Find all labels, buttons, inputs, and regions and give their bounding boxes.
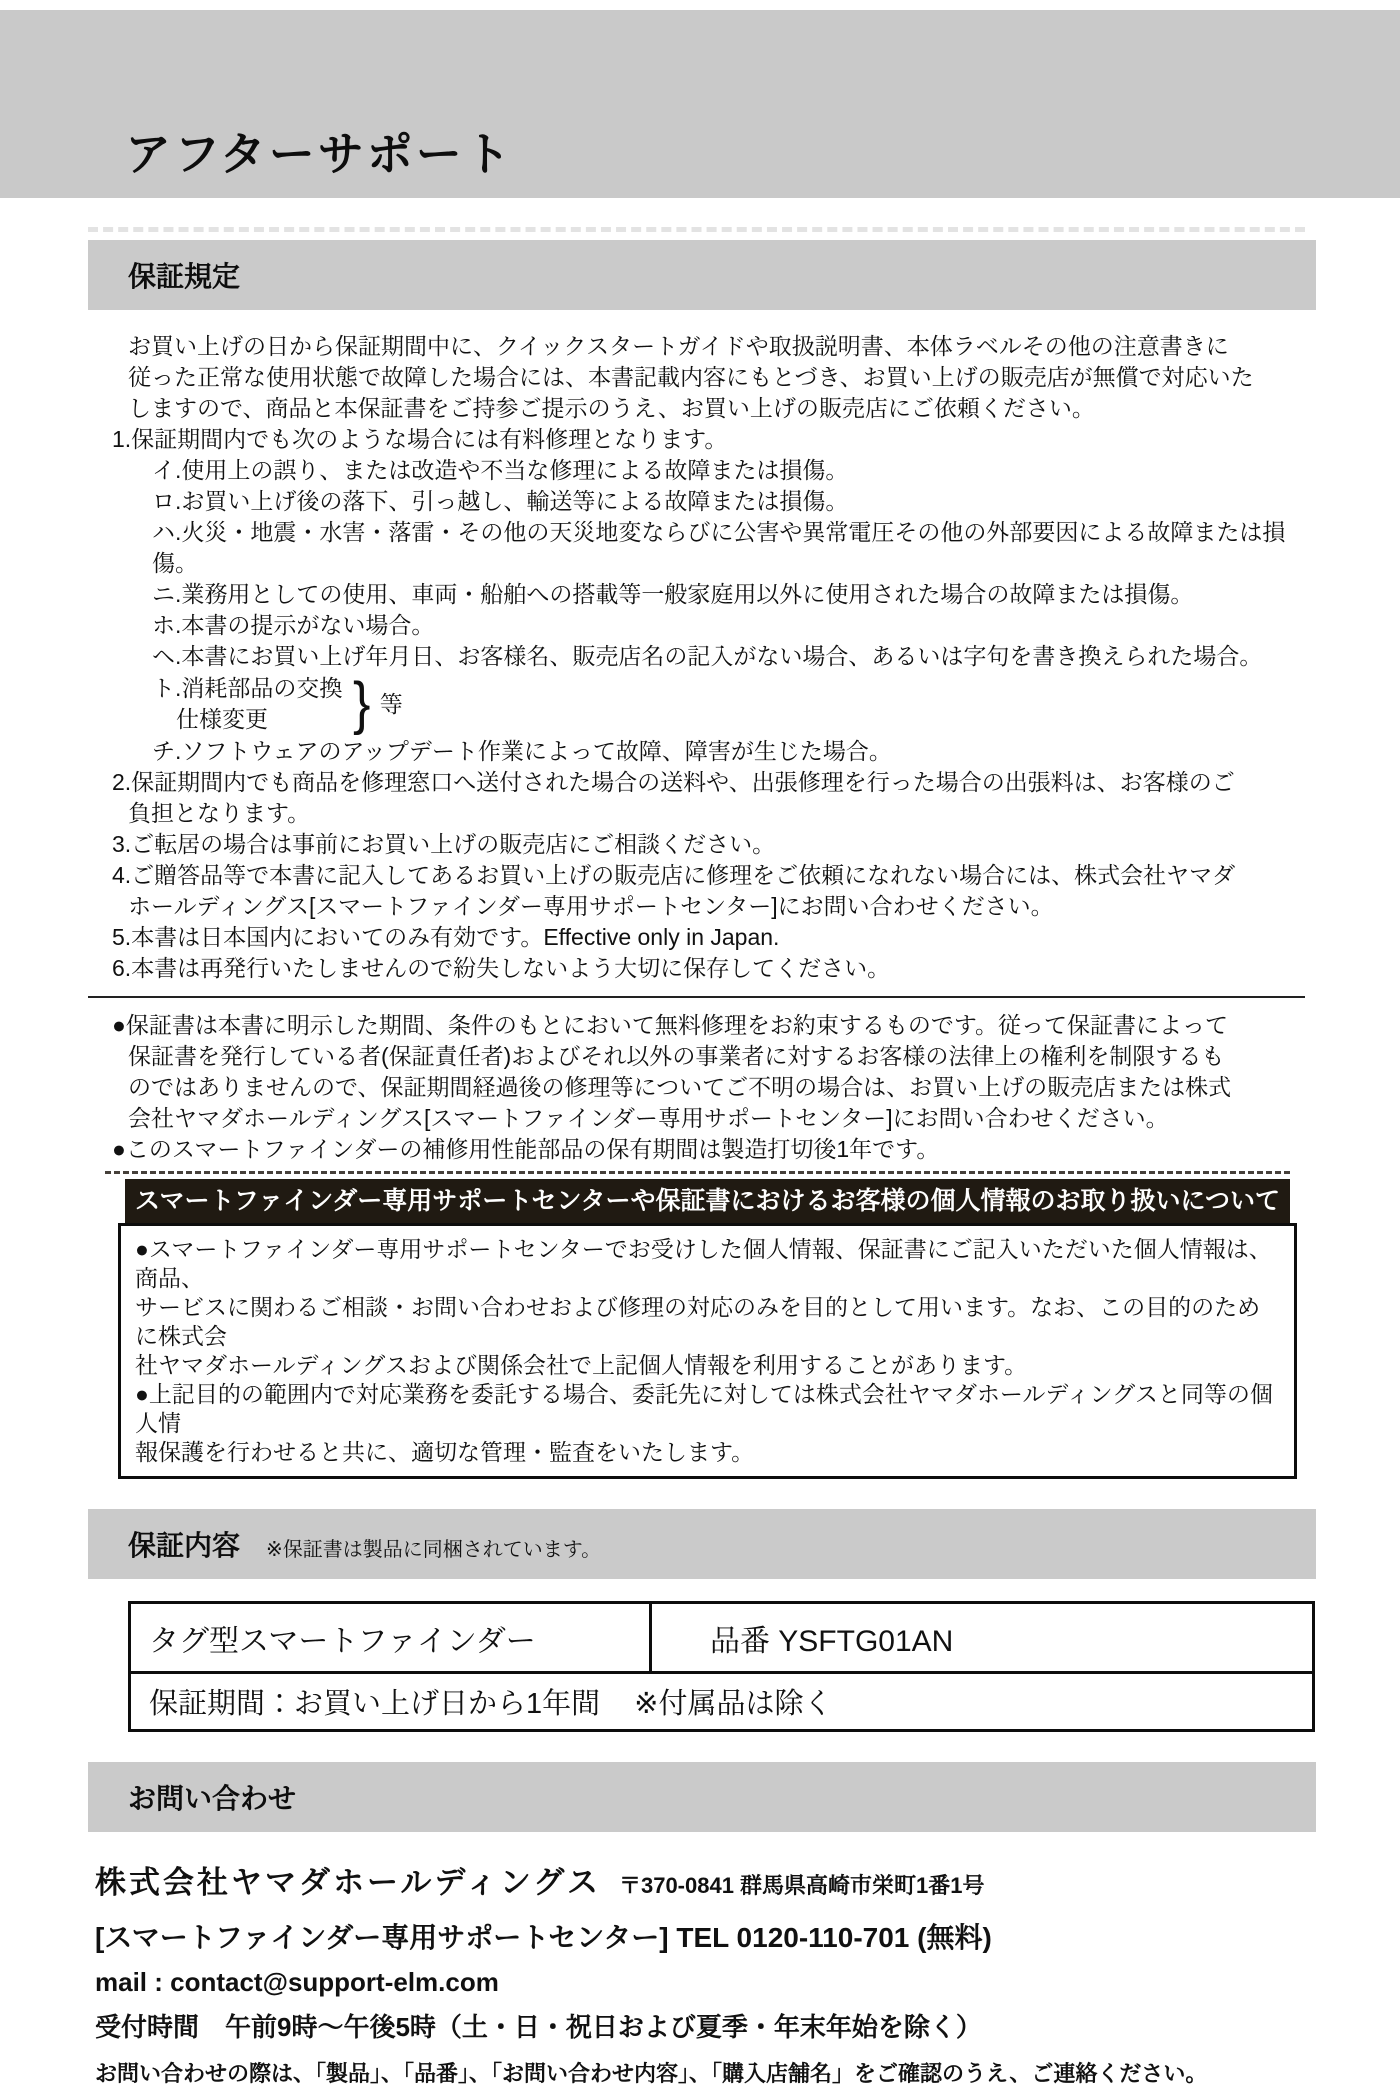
- privacy-line: ●スマートファインダー専用サポートセンターでお受けした個人情報、保証書にご記入いただいた個人情報は、商品、: [135, 1236, 1272, 1291]
- privacy-line: サービスに関わるご相談・お問い合わせおよび修理の対応のみを目的として用います。なお、この目的のために株式会: [135, 1294, 1261, 1349]
- warranty-content-heading: 保証内容: [128, 1530, 241, 1561]
- top-banner: [0, 10, 1400, 198]
- rule-line: 従った正常な使用状態で故障した場合には、本書記載内容にもとづき、お買い上げの販売店が無償で対応いた: [128, 364, 1254, 390]
- warranty-table: [128, 1601, 1315, 1732]
- privacy-line: 社ヤマダホールディングスおよび関係会社で上記個人情報を利用することがあります。: [135, 1352, 1028, 1378]
- contact-note: お問い合わせの際は、「製品」、「品番」、「お問い合わせ内容」、「購入店舗名」をご確認のうえ、ご連絡ください。: [95, 2061, 1208, 2086]
- consumables-brace-group: [152, 672, 1305, 736]
- rule-line: ロ.お買い上げ後の落下、引っ越し、輸送等による故障または損傷。: [152, 488, 849, 514]
- rule-line: しますので、商品と本保証書をご持参ご提示のうえ、お買い上げの販売店にご依頼ください。: [128, 395, 1095, 421]
- model-number-cell: 品番 YSFTG01AN: [650, 1603, 1313, 1673]
- rule-line: チ.ソフトウェアのアップデート作業によって故障、障害が生じた場合。: [152, 738, 892, 764]
- dotted-separator-dark: [105, 1171, 1290, 1174]
- warranty-content-band: [88, 1509, 1316, 1579]
- rule-line: 1.保証期間内でも次のような場合には有料修理となります。: [112, 426, 728, 452]
- warranty-rules-band: [88, 240, 1316, 310]
- warranty-notes: [112, 1010, 1305, 1165]
- privacy-banner: スマートファインダー専用サポートセンターや保証書におけるお客様の個人情報のお取り扱いについて: [125, 1179, 1290, 1223]
- warranty-rules-heading: 保証規定: [128, 261, 241, 292]
- rule-line: 5.本書は日本国内においてのみ有効です。Effective only in Japan.: [112, 924, 780, 950]
- product-name-cell: タグ型スマートファインダー: [130, 1603, 651, 1673]
- section-divider: [88, 996, 1305, 998]
- rule-line: 6.本書は再発行いたしませんので紛失しないよう大切に保存してください。: [112, 955, 891, 981]
- rule-line: イ.使用上の誤り、または改造や不当な修理による故障または損傷。: [152, 457, 849, 483]
- warranty-rules-section: [0, 240, 1400, 1165]
- rule-line: 仕様変更: [176, 706, 268, 732]
- contact-block: [95, 1857, 1305, 2088]
- company-address: 〒370-0841 群馬県高崎市栄町1番1号: [618, 1873, 985, 1898]
- rule-line: ト.消耗部品の交換: [152, 675, 343, 701]
- contact-section: [0, 1762, 1400, 2088]
- rule-line: ハ.火災・地震・水害・落雷・その他の天災地変ならびに公害や異常電圧その他の外部要因による故障または損傷。: [152, 519, 1286, 576]
- rule-line: 4.ご贈答品等で本書に記入してあるお買い上げの販売店に修理をご依頼になれない場合には、株式会社ヤマダ: [112, 862, 1236, 888]
- contact-heading: お問い合わせ: [128, 1783, 297, 1814]
- rule-line: 2.保証期間内でも商品を修理窓口へ送付された場合の送料や、出張修理を行った場合の出張料は、お客様のご: [112, 769, 1235, 795]
- dotted-separator-light: [88, 227, 1305, 232]
- rule-line: 3.ご転居の場合は事前にお買い上げの販売店にご相談ください。: [112, 831, 776, 857]
- rule-line: ホールディングス[スマートファインダー専用サポートセンター]にお問い合わせください。: [128, 893, 1054, 919]
- rule-line: お買い上げの日から保証期間中に、クイックスタートガイドや取扱説明書、本体ラベルその他の注意書きに: [128, 333, 1229, 359]
- contact-band: [88, 1762, 1316, 1832]
- privacy-box: [118, 1223, 1297, 1479]
- warranty-period-cell: [130, 1673, 1314, 1731]
- privacy-line: 報保護を行わせると共に、適切な管理・監査をいたします。: [135, 1439, 755, 1465]
- warranty-rules-text: [112, 331, 1305, 984]
- hours-line: 受付時間 午前9時～午後5時（土・日・祝日および夏季・年末年始を除く）: [95, 2012, 982, 2042]
- rule-line: ニ.業務用としての使用、車両・船舶への搭載等一般家庭用以外に使用された場合の故障または損傷。: [152, 581, 1194, 607]
- rule-line: ヘ.本書にお買い上げ年月日、お客様名、販売店名の記入がない場合、あるいは字句を書き換えられた場合。: [152, 643, 1263, 669]
- rule-line: 負担となります。: [128, 800, 311, 826]
- warranty-period-text: 保証期間：お買い上げ日から1年間: [149, 1688, 601, 1720]
- brace-suffix-label: 等: [379, 690, 403, 717]
- note-line: ●このスマートファインダーの補修用性能部品の保有期間は製造打切後1年です。: [112, 1136, 940, 1162]
- after-support-page: [0, 10, 1400, 2088]
- note-line: ●保証書は本書に明示した期間、条件のもとにおいて無料修理をお約束するものです。従って保証書によって: [112, 1012, 1229, 1038]
- warranty-content-note: ※保証書は製品に同梱されています。: [266, 1538, 602, 1561]
- warranty-content-section: [0, 1509, 1400, 1732]
- privacy-line: ●上記目的の範囲内で対応業務を委託する場合、委託先に対しては株式会社ヤマダホールディングスと同等の個人情: [135, 1381, 1273, 1436]
- support-center-line: [スマートファインダー専用サポートセンター] TEL 0120-110-701 (無料): [95, 1922, 992, 1953]
- note-line: のではありませんので、保証期間経過後の修理等についてご不明の場合は、お買い上げの販売店または株式: [128, 1074, 1232, 1100]
- company-name: 株式会社ヤマダホールディングス: [95, 1865, 601, 1900]
- note-line: 保証書を発行している者(保証責任者)およびそれ以外の事業者に対するお客様の法律上の権利を制限するも: [128, 1043, 1225, 1069]
- table-row: [130, 1673, 1314, 1731]
- page-title: アフターサポート: [125, 128, 514, 180]
- mail-line: mail : contact@support-elm.com: [95, 1967, 499, 1997]
- privacy-section: [0, 1179, 1400, 1479]
- note-line: 会社ヤマダホールディングス[スマートファインダー専用サポートセンター]にお問い合わせください。: [128, 1105, 1169, 1131]
- rule-line: ホ.本書の提示がない場合。: [152, 612, 435, 638]
- warranty-period-note: ※付属品は除く: [634, 1688, 833, 1720]
- brace-glyph: }: [353, 671, 371, 736]
- table-row: [130, 1603, 1314, 1673]
